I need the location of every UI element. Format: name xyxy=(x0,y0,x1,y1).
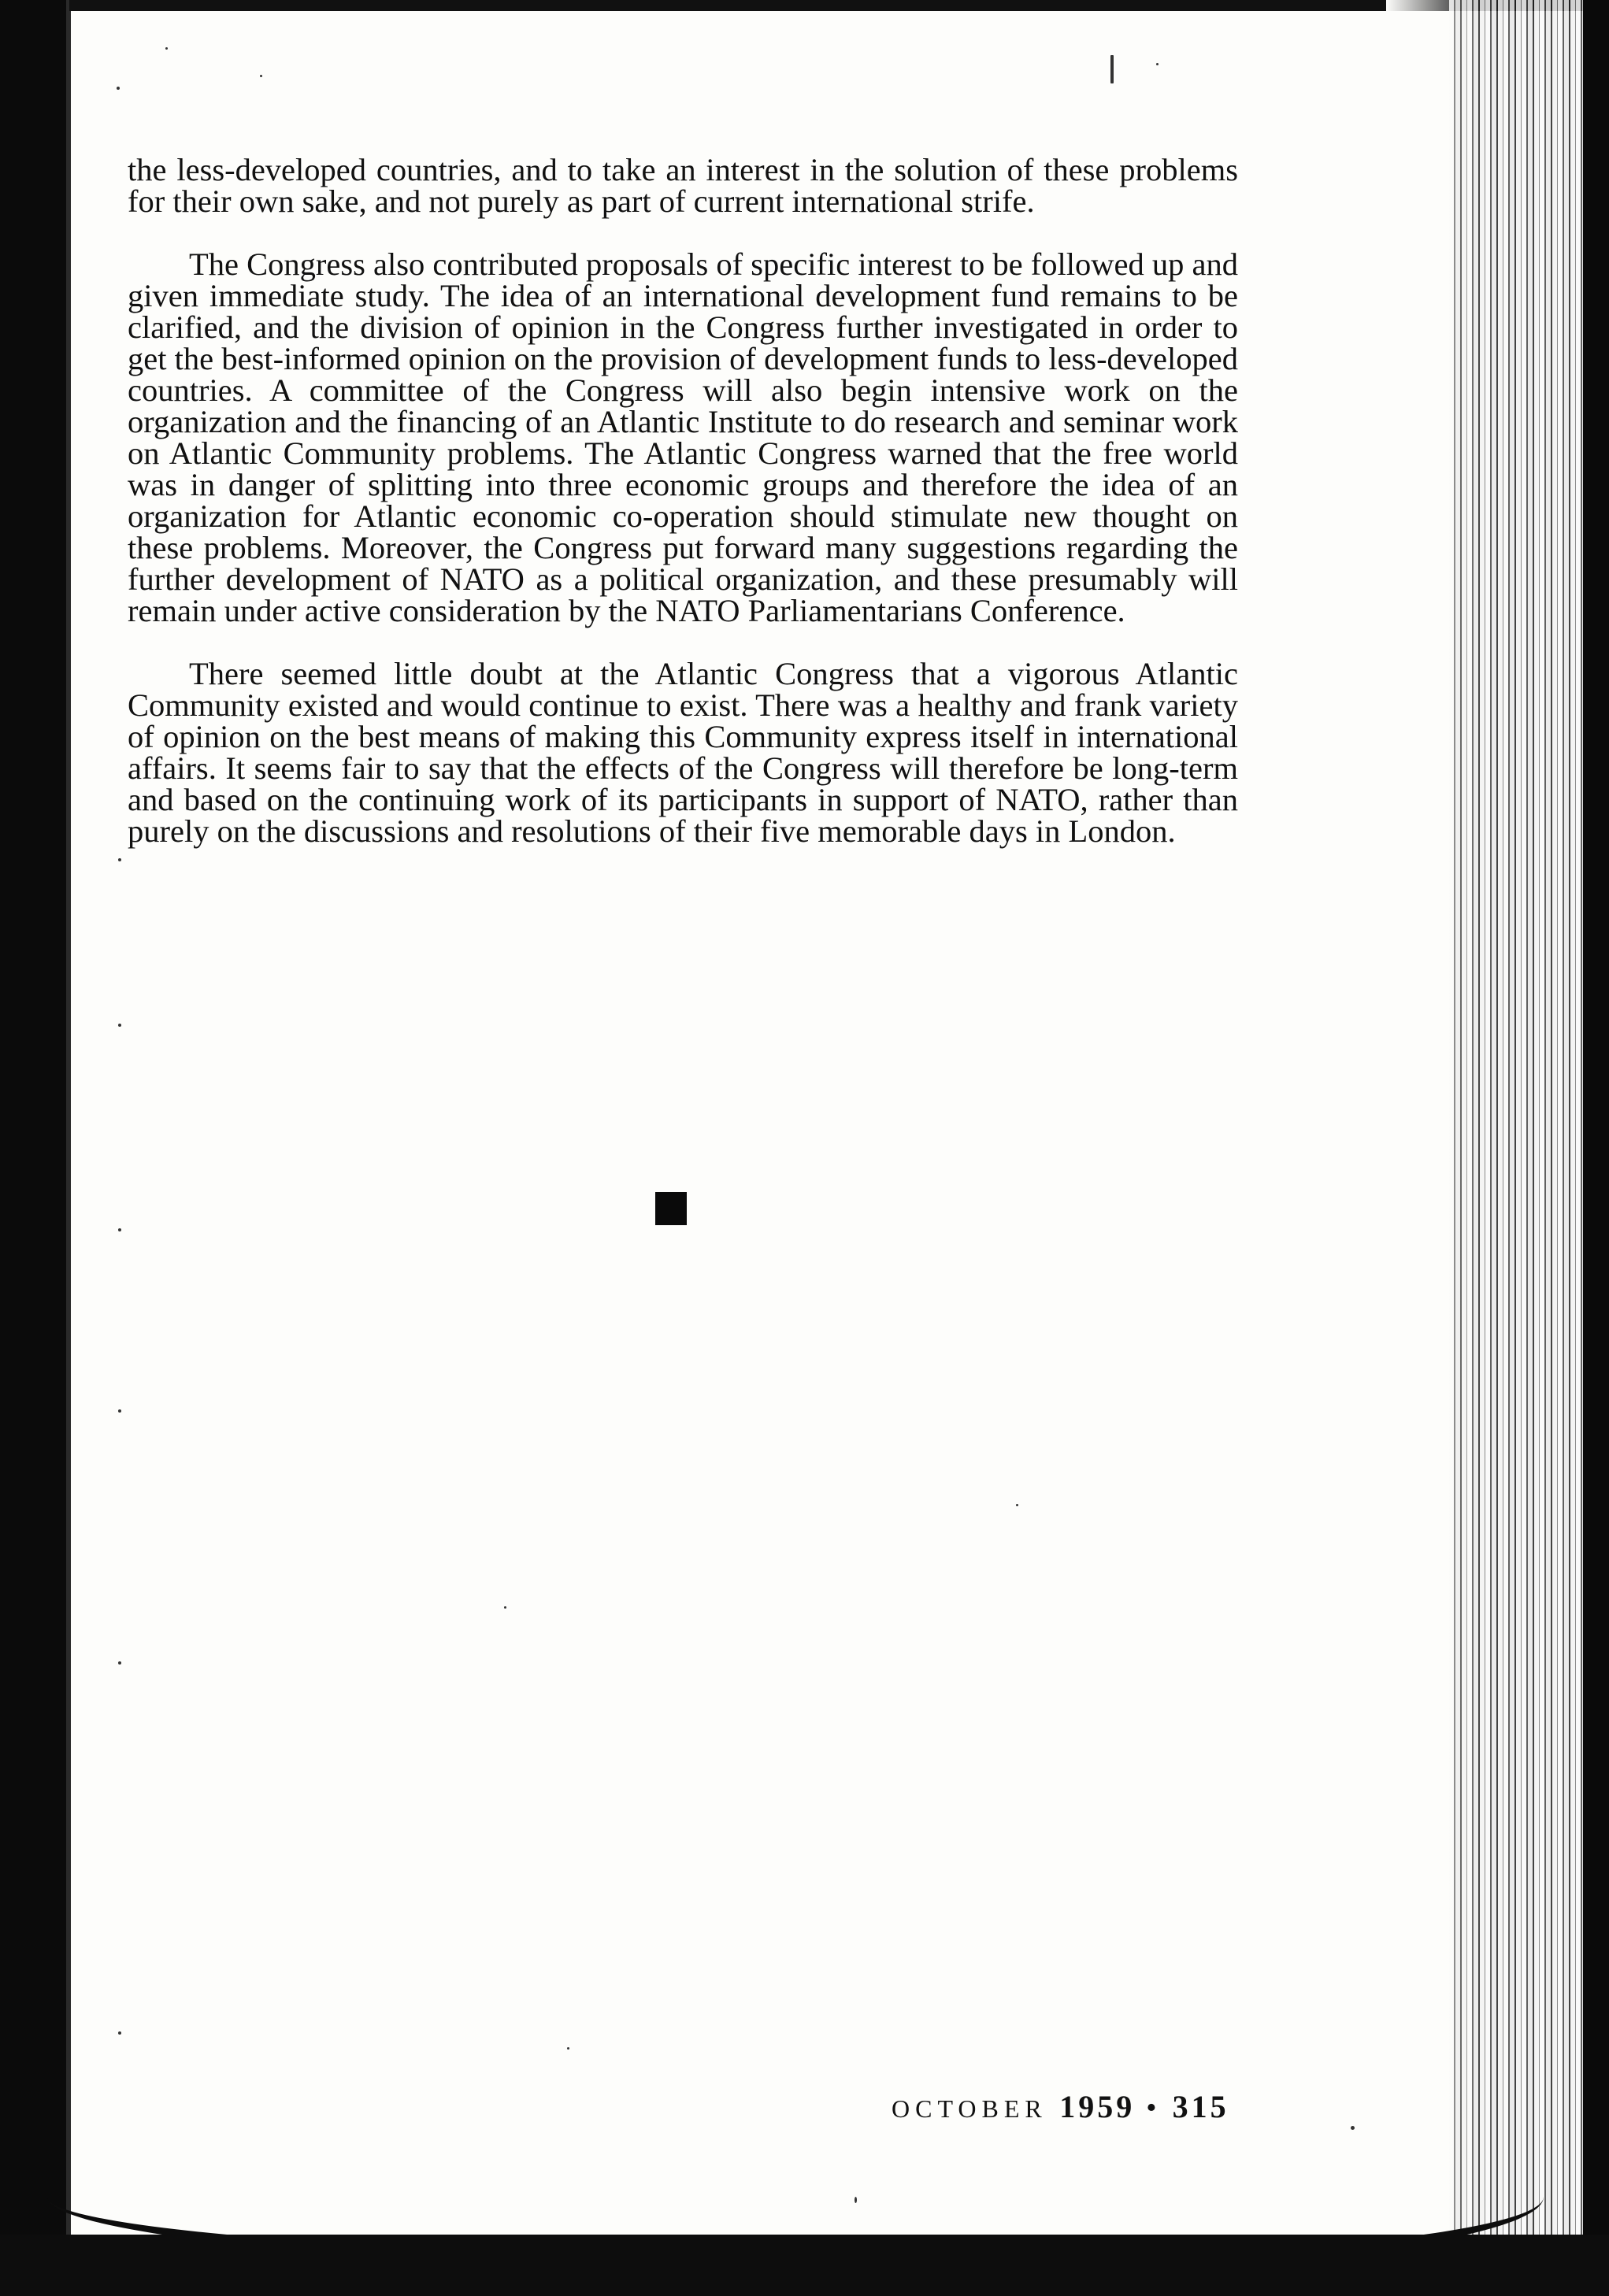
scan-speck xyxy=(504,1606,506,1609)
scan-speck xyxy=(118,1661,121,1665)
paragraph-continuation: the less-developed countries, and to take an interest in the solution of these problems for their own sake, and not purely as part of current international strife. xyxy=(128,152,1238,219)
scan-bottom-border xyxy=(0,2235,1609,2296)
scan-speck xyxy=(165,47,168,50)
scan-speck xyxy=(260,75,262,77)
scan-left-edge xyxy=(66,0,71,2296)
footer-separator: • xyxy=(1146,2091,1162,2124)
page-number: 315 xyxy=(1172,2089,1229,2124)
article-body xyxy=(128,154,1238,847)
scan-speck xyxy=(567,2047,569,2050)
scan-speck xyxy=(1156,63,1159,65)
scan-speck xyxy=(1110,55,1114,83)
scan-speck xyxy=(117,87,120,90)
scan-speck xyxy=(118,1024,121,1027)
scan-speck xyxy=(118,1409,121,1413)
footer-year: 1959 xyxy=(1059,2089,1136,2124)
page-stack-fade xyxy=(1386,0,1481,2296)
paragraph-congress-proposals: The Congress also contributed proposals of specific interest to be followed up and given immediate study. The idea of an international development fund remains to be clarified, and the division of opinion in the Congress further investigated in order to get the best-informed opinion on the provision of development funds to less-developed countries. A committee of the Congress will also begin intensive work on the organization and the financing of an Atlantic Institute to do research and seminar work on Atlantic Community problems. The Atlantic Congress warned that the free world was in danger of splitting into three economic groups and therefore the idea of an organization for Atlantic economic co-operation should stimulate new thought on these problems. Moreover, the Congress put forward many suggestions regarding the further development of NATO as a political organization, and these presumably will remain under active consideration by the NATO Parliamentarians Conference. xyxy=(128,246,1238,628)
scan-speck xyxy=(855,2197,857,2203)
page-footer xyxy=(892,2088,1229,2125)
scan-speck xyxy=(1351,2126,1355,2130)
scan-right-border xyxy=(1583,0,1609,2296)
scan-top-edge xyxy=(69,0,1605,11)
scan-speck xyxy=(118,1228,121,1231)
footer-month: OCTOBER xyxy=(892,2094,1047,2123)
scan-speck xyxy=(1016,1504,1018,1506)
end-of-article-mark xyxy=(655,1192,687,1225)
scan-speck xyxy=(118,2031,121,2035)
paragraph-conclusion: There seemed little doubt at the Atlantic Congress that a vigorous Atlantic Community existed and would continue to exist. There was a healthy and frank variety of opinion on the best means of making this Community express itself in international affairs. It seems fair to say that the effects of the Congress will therefore be long-term and based on the continuing work of its participants in support of NATO, rather than purely on the discussions and resolutions of their five memorable days in London. xyxy=(128,656,1238,849)
scan-left-border xyxy=(0,0,69,2296)
scan-speck xyxy=(118,858,121,861)
